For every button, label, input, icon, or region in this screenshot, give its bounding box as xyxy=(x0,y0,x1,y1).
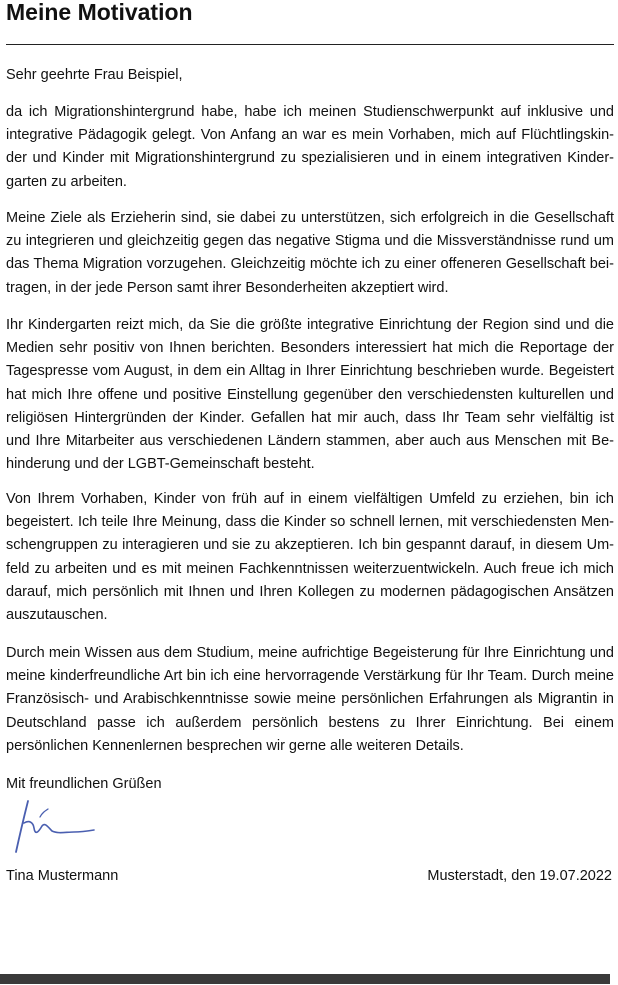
closing-phrase: Mit freundlichen Grüßen xyxy=(6,776,162,792)
title-divider xyxy=(6,44,614,45)
footer-bar xyxy=(0,974,610,984)
paragraph-2: Meine Ziele als Erzieherin sind, sie dabei zu unterstützen, sich erfolgreich in die Gesellschaft zu integrieren und gleichzeitig gegen das negative Stigma und die Missverständnisse rund um das Thema Migration vorzugehen. Gleichzeitig möchte ich zu einer offeneren Gesellschaft beitragen, in der jede Person samt ihrer Besonderheiten akzeptiert wird. xyxy=(6,210,614,296)
paragraph-3: Ihr Kindergarten reizt mich, da Sie die größte integrative Einrichtung der Region sind und die Medien sehr positiv von Ihnen berichten. Besonders interessiert hat mich die Reportage der Tagespresse vom August, in dem ein Alltag in Ihrer Einrichtung beschrieben wurde. Begeistert hat mich Ihre offene und positive Einstellung gegenüber den verschiedensten kulturellen und religiösen Hintergründen der Kinder. Gefallen hat mir auch, dass Ihr Team sehr vielfältig ist und Ihre Mitarbeiter aus verschiedenen Ländern stammen, aber auch aus Menschen mit Behinderung und der LGBT-Gemeinschaft besteht. xyxy=(6,317,614,473)
sender-name: Tina Mustermann xyxy=(6,868,119,884)
place-and-date: Musterstadt, den 19.07.2022 xyxy=(427,868,612,884)
paragraph-4: Von Ihrem Vorhaben, Kinder von früh auf in einem vielfältigen Umfeld zu erziehen, bin ich begeistert. Ich teile Ihre Meinung, dass die Kinder so schnell lernen, mit verschiedensten Menschengruppen zu interagieren und sie zu akzeptieren. Ich bin gespannt darauf, in diesem Umfeld zu arbeiten und es mit meinen Fachkenntnissen weiterzuentwickeln. Auch freue ich mich darauf, mich persönlich mit Ihnen und Ihren Kollegen zu modernen pädagogischen Ansätzen auszutauschen. xyxy=(6,491,614,624)
paragraph-1: da ich Migrationshintergrund habe, habe ich meinen Studienschwerpunkt auf inklusive und integrative Pädagogik gelegt. Von Anfang an war es mein Vorhaben, mich auf Flüchtlingskinder und Kinder mit Migrationshintergrund zu spezialisieren und in einem integrativen Kindergarten zu arbeiten. xyxy=(6,104,614,190)
signature-mark xyxy=(12,795,102,857)
signature xyxy=(12,795,102,857)
paragraph-5: Durch mein Wissen aus dem Studium, meine aufrichtige Begeisterung für Ihre Einrichtung und meine kinderfreundliche Art bin ich eine hervorragende Verstärkung für Ihr Team. Durch meine Französisch- und Arabischkenntnisse sowie meine persönlichen Erfahrungen als Migrantin in Deutschland passe ich außerdem persönlich bestens zu Ihrer Einrichtung. Bei einem persönlichen Kennenlernen besprechen wir gerne alle weiteren Details. xyxy=(6,645,614,754)
page-title: Meine Motivation xyxy=(6,0,193,25)
salutation: Sehr geehrte Frau Beispiel, xyxy=(6,67,183,83)
